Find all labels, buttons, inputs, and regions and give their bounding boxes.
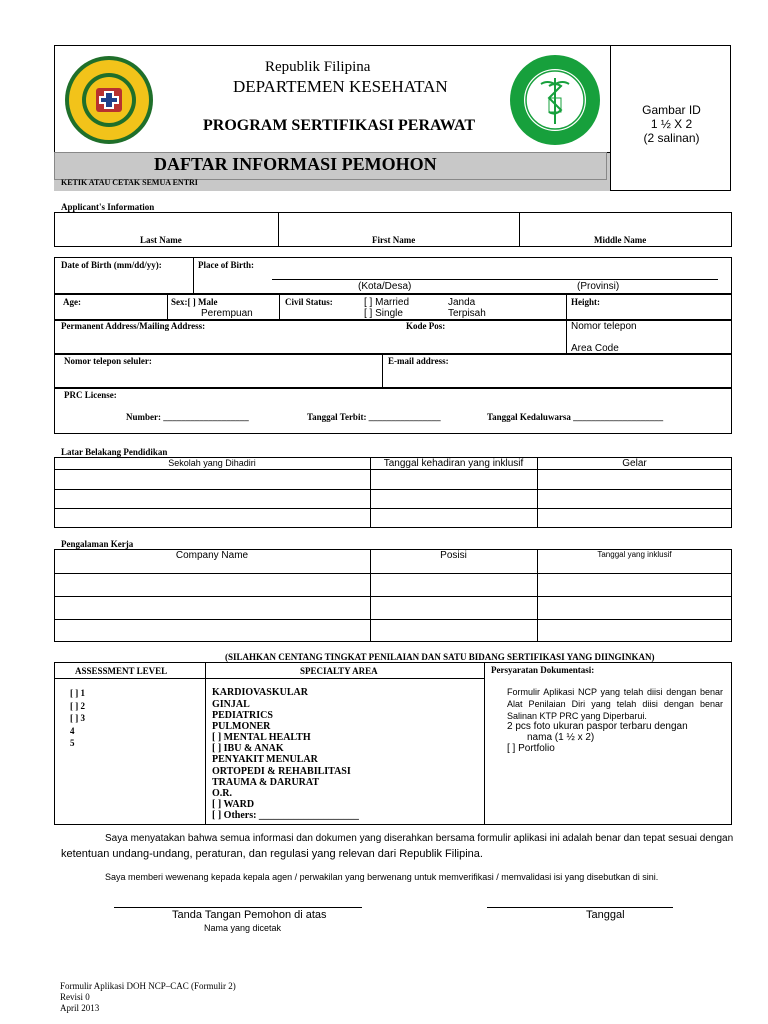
ncp-seal-right-logo [509,54,601,146]
civil-status-terpisah[interactable]: Terpisah [448,308,486,319]
work-row-line-3 [54,619,732,620]
work-row-line-2 [54,596,732,597]
signature-label: Tanda Tangan Pemohon di atas [172,909,327,921]
assessment-header-line [54,678,484,679]
middle-name-label: Middle Name [594,235,647,245]
work-section-label: Pengalaman Kerja [61,539,134,549]
footer-revision: Revisi 0 [60,992,90,1002]
prc-license-label: PRC License: [64,390,117,400]
address-label: Permanent Address/Mailing Address: [61,321,206,331]
doh-seal-left-logo [64,55,154,145]
docs-item-photo: 2 pcs foto ukuran paspor terbaru dengan [507,721,688,732]
last-name-label: Last Name [140,235,182,245]
email-label: E-mail address: [388,356,449,366]
date-label: Tanggal [586,909,625,921]
specialty-option-others[interactable]: [ ] Others: ____________________ [212,810,359,821]
department-title: DEPARTEMEN KESEHATAN [233,77,448,96]
personal-divider-2 [279,294,280,320]
specialty-option-pediatrics[interactable]: PEDIATRICS [212,710,273,721]
work-header-position: Posisi [440,550,467,561]
address-divider [566,320,567,354]
republic-text: Republik Filipina [265,59,371,75]
level-option-4[interactable]: 4 [70,726,75,736]
form-instruction: KETIK ATAU CETAK SEMUA ENTRI [61,178,198,187]
specialty-option-ward[interactable]: [ ] WARD [212,799,255,810]
specialty-option-ibu-anak[interactable]: [ ] IBU & ANAK [212,743,284,754]
docs-item-photo-size: nama (1 ½ x 2) [527,732,595,743]
kota-desa-label: (Kota/Desa) [358,281,412,292]
specialty-area-header: SPECIALTY AREA [300,666,378,676]
declaration-statement: Saya menyatakan bahwa semua informasi dan dokumen yang diserahkan bersama formulir aplikasi ini adalah benar dan tepat sesuai dengan [105,833,734,844]
education-header-school: Sekolah yang Dihadiri [168,458,256,468]
form-title: DAFTAR INFORMASI PEMOHON [154,154,437,174]
nomor-telepon-label: Nomor telepon [571,321,637,332]
photo-label-line3: (2 salinan) [643,131,700,145]
kode-pos-label: Kode Pos: [406,321,446,331]
specialty-option-penyakit-menular[interactable]: PENYAKIT MENULAR [212,754,318,765]
contact-divider [382,354,383,388]
footer-form-id: Formulir Aplikasi DOH NCP–CAC (Formulir 2) [60,981,236,991]
level-option-2[interactable]: [ ] 2 [70,701,85,711]
prc-number-field[interactable]: Number: ___________________ [126,412,249,422]
assessment-col-divider-1 [205,662,206,825]
civil-status-janda[interactable]: Janda [448,297,476,308]
specialty-option-trauma[interactable]: TRAUMA & DARURAT [212,777,320,788]
education-row-line-2 [54,489,732,490]
docs-requirements-header: Persyaratan Dokumentasi: [491,665,595,675]
education-section-label: Latar Belakang Pendidikan [61,447,168,457]
photo-label-line1: Gambar ID [642,103,701,117]
education-header-degree: Gelar [622,458,647,469]
place-of-birth-line [272,279,718,280]
date-line [487,907,673,908]
place-of-birth-label: Place of Birth: [198,260,254,270]
mobile-number-label: Nomor telepon seluler: [64,356,152,366]
photo-label-line2: 1 ½ X 2 [650,117,693,131]
education-header-dates: Tanggal kehadiran yang inklusif [383,458,524,469]
level-option-3[interactable]: [ ] 3 [70,713,85,723]
dob-label: Date of Birth (mm/dd/yy): [61,260,162,270]
civil-status-single[interactable]: [ ] Single [364,308,403,319]
docs-item-portfolio[interactable]: [ ] Portfolio [507,743,555,754]
personal-divider-1 [167,294,168,320]
sex-option-perempuan[interactable]: Perempuan [201,308,253,319]
height-label: Height: [571,297,600,307]
area-code-label: Area Code [571,343,619,354]
prc-row [54,388,732,434]
specialty-option-ginjal[interactable]: GINJAL [212,699,250,710]
education-row-line-1 [54,469,732,470]
name-divider-2 [519,212,520,247]
footer-date: April 2013 [60,1003,100,1013]
level-option-5[interactable]: 5 [70,738,75,748]
civil-status-label: Civil Status: [285,297,333,307]
printed-name-label: Nama yang dicetak [204,923,282,933]
birth-divider [193,257,194,294]
docs-requirements-text: Formulir Aplikasi NCP yang telah diisi dengan benar Alat Penilaian Diri yang telah diisi dengan benar Salinan KTP PRC yang Diperbarui. [507,687,723,721]
provinsi-label: (Provinsi) [577,281,620,292]
specialty-option-mental-health[interactable]: [ ] MENTAL HEALTH [212,732,311,743]
prc-expiry-date-field[interactable]: Tanggal Kedaluwarsa ____________________ [487,412,664,422]
assessment-instruction: (SILAHKAN CENTANG TINGKAT PENILAIAN DAN SATU BIDANG SERTIFIKASI YANG DIINGINKAN) [225,652,655,662]
age-label: Age: [63,297,81,307]
program-title: PROGRAM SERTIFIKASI PERAWAT [203,117,476,134]
first-name-label: First Name [372,235,416,245]
assessment-level-header: ASSESSMENT LEVEL [75,666,168,676]
specialty-option-pulmoner[interactable]: PULMONER [212,721,271,732]
sex-option-male[interactable]: Sex:[ ] Male [171,297,218,307]
authorization-statement: Saya memberi wewenang kepada kepala agen / perwakilan yang berwenang untuk memverifikasi / memvalidasi isi yang disebutkan di sini. [105,872,659,882]
work-row-line-1 [54,573,732,574]
level-option-1[interactable]: [ ] 1 [70,688,85,698]
specialty-option-kardiovaskular[interactable]: KARDIOVASKULAR [212,687,308,698]
education-row-line-3 [54,508,732,509]
civil-status-married[interactable]: [ ] Married [364,297,410,308]
personal-divider-3 [566,294,567,320]
specialty-option-or[interactable]: O.R. [212,788,232,799]
applicant-section-label: Applicant's Information [61,202,155,212]
photo-divider [610,45,611,191]
work-header-company: Company Name [175,550,249,561]
declaration-statement-cont: ketentuan undang-undang, peraturan, dan regulasi yang relevan dari Republik Filipina. [61,848,483,860]
signature-line [114,907,362,908]
assessment-col-divider-2 [484,662,485,825]
specialty-option-ortopedi[interactable]: ORTOPEDI & REHABILITASI [212,766,351,777]
prc-issue-date-field[interactable]: Tanggal Terbit: ________________ [307,412,441,422]
name-divider-1 [278,212,279,247]
work-header-dates: Tanggal yang inklusif [597,550,672,559]
